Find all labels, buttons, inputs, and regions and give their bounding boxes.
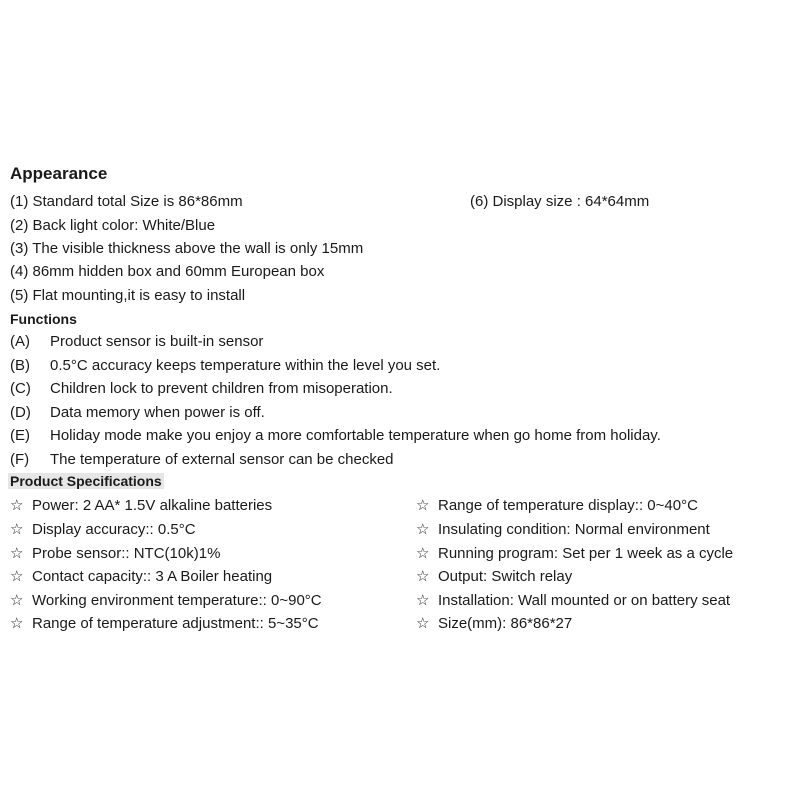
star-icon: ☆ [416, 568, 430, 585]
function-key: (B) [10, 357, 30, 374]
function-item-f [10, 451, 394, 468]
spec-left-3 [10, 544, 220, 562]
function-key: (F) [10, 451, 30, 468]
spec-right-6 [416, 614, 572, 632]
specs-heading: Product Specifications [10, 473, 162, 489]
function-text: 0.5°C accuracy keeps temperature within the level you set. [50, 357, 441, 374]
spec-left-5 [10, 591, 322, 609]
function-text: The temperature of external sensor can be checked [50, 451, 394, 468]
spec-left-4 [10, 567, 272, 585]
spec-left-6 [10, 614, 319, 632]
star-icon: ☆ [416, 615, 430, 632]
function-item-e [10, 427, 661, 444]
function-text: Data memory when power is off. [50, 404, 265, 421]
function-item-d [10, 404, 265, 421]
spec-left-1 [10, 496, 272, 514]
spec-left-2 [10, 520, 196, 538]
spec-right-3 [416, 544, 733, 562]
appearance-item-2: (2) Back light color: White/Blue [10, 217, 216, 234]
spec-right-2 [416, 520, 710, 538]
appearance-item-3: (3) The visible thickness above the wall is only 15mm [10, 240, 364, 257]
star-icon: ☆ [10, 545, 24, 562]
star-icon: ☆ [10, 592, 24, 609]
spec-text: Output: Switch relay [438, 568, 573, 585]
spec-text: Display accuracy:: 0.5°C [32, 521, 196, 538]
star-icon: ☆ [10, 521, 24, 538]
star-icon: ☆ [416, 545, 430, 562]
spec-text: Running program: Set per 1 week as a cycle [438, 545, 734, 562]
spec-text: Range of temperature display:: 0~40°C [438, 497, 698, 514]
function-key: (A) [10, 333, 30, 350]
appearance-heading: Appearance [10, 164, 108, 183]
spec-text: Insulating condition: Normal environment [438, 521, 710, 538]
star-icon: ☆ [416, 521, 430, 538]
function-text: Product sensor is built-in sensor [50, 333, 264, 350]
spec-text: Installation: Wall mounted or on battery seat [438, 592, 731, 609]
functions-heading: Functions [10, 311, 77, 327]
spec-text: Contact capacity:: 3 A Boiler heating [32, 568, 273, 585]
function-item-c [10, 380, 393, 397]
star-icon: ☆ [10, 615, 24, 632]
appearance-display-size: (6) Display size : 64*64mm [470, 193, 650, 210]
spec-text: Working environment temperature:: 0~90°C [32, 592, 322, 609]
appearance-item-5: (5) Flat mounting,it is easy to install [10, 287, 246, 304]
spec-text: Range of temperature adjustment:: 5~35°C [32, 615, 319, 632]
function-key: (D) [10, 404, 31, 421]
spec-right-1 [416, 496, 698, 514]
appearance-item-4: (4) 86mm hidden box and 60mm European box [10, 263, 325, 280]
spec-right-5 [416, 591, 730, 609]
function-key: (C) [10, 380, 31, 397]
spec-text: Probe sensor:: NTC(10k)1% [32, 545, 221, 562]
star-icon: ☆ [416, 497, 430, 514]
function-text: Children lock to prevent children from misoperation. [50, 380, 393, 397]
star-icon: ☆ [10, 497, 24, 514]
spec-right-4 [416, 567, 572, 585]
appearance-item-1: (1) Standard total Size is 86*86mm [10, 193, 243, 210]
function-key: (E) [10, 427, 30, 444]
function-item-b [10, 357, 440, 374]
star-icon: ☆ [416, 592, 430, 609]
star-icon: ☆ [10, 568, 24, 585]
function-item-a [10, 333, 263, 350]
spec-text: Size(mm): 86*86*27 [438, 615, 573, 632]
spec-text: Power: 2 AA* 1.5V alkaline batteries [32, 497, 273, 514]
function-text: Holiday mode make you enjoy a more comfortable temperature when go home from holiday. [50, 427, 661, 444]
